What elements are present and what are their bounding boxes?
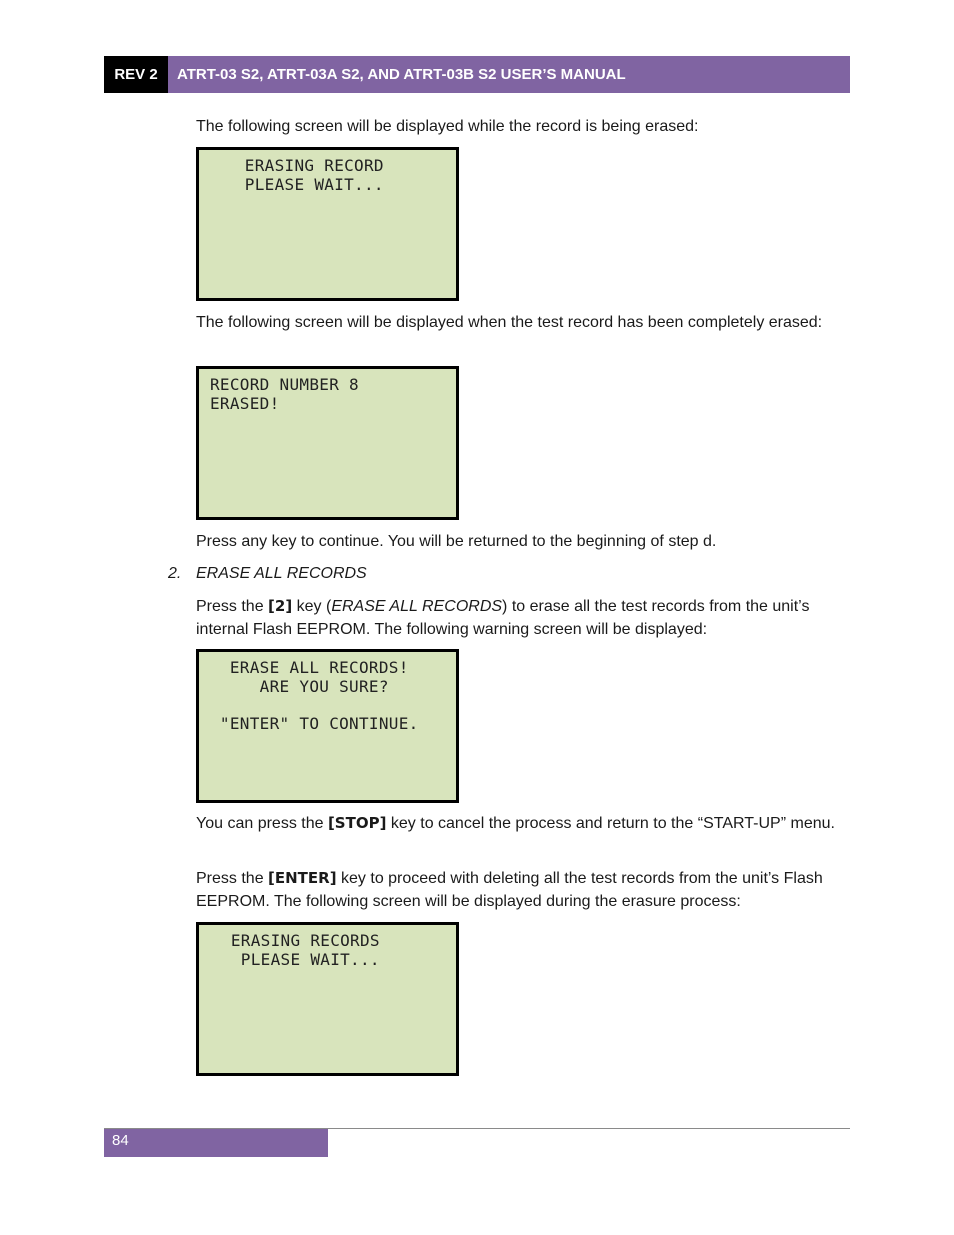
lcd-screen-erasing-record — [196, 147, 459, 301]
lcd-line: ERASED! — [210, 394, 280, 413]
lcd-line: ERASE ALL RECORDS! — [210, 658, 409, 677]
text-run: ) to erase all the test records from the unit’s internal Flash EEPROM. The following warning screen will be displayed: — [196, 598, 810, 638]
text-run: key ( — [292, 598, 332, 615]
paragraph-erasing-intro: The following screen will be displayed while the record is being erased: — [196, 118, 699, 135]
page-number: 84 — [104, 1129, 328, 1157]
step-number: 2. — [168, 565, 182, 582]
lcd-screen-record-erased — [196, 366, 459, 520]
page-header — [104, 56, 850, 93]
text-run-italic: ERASE ALL RECORDS — [331, 598, 503, 615]
revision-label: REV 2 — [104, 56, 168, 93]
text-run: Press the — [196, 870, 269, 887]
lcd-line: PLEASE WAIT... — [211, 950, 380, 969]
key-stop-label: [STOP] — [327, 814, 387, 832]
lcd-line: "ENTER" TO CONTINUE. — [210, 714, 419, 733]
lcd-line: RECORD NUMBER 8 — [210, 375, 359, 394]
lcd-line: ERASING RECORD — [215, 156, 384, 175]
step-label: ERASE ALL RECORDS — [196, 565, 367, 582]
key-2-label: [2] — [268, 597, 293, 615]
text-run: key to proceed with deleting all the test records from the unit’s Flash EEPROM. The following screen will be displayed during the erasure process: — [196, 870, 823, 910]
lcd-screen-erase-all-warning — [196, 649, 459, 803]
paragraph-stop-key — [196, 812, 846, 835]
manual-title: ATRT-03 S2, ATRT-03A S2, AND ATRT-03B S2 USER’S MANUAL — [168, 56, 850, 93]
lcd-screen-erasing-records — [196, 922, 459, 1076]
key-enter-label: [ENTER] — [268, 869, 337, 887]
paragraph-erased-intro: The following screen will be displayed when the test record has been completely erased: — [196, 314, 823, 331]
paragraph-press-any-key: Press any key to continue. You will be returned to the beginning of step d. — [196, 533, 717, 550]
text-run: You can press the — [196, 815, 328, 832]
text-run: key to cancel the process and return to the “START-UP” menu. — [386, 815, 835, 832]
lcd-line: ARE YOU SURE? — [210, 677, 389, 696]
lcd-line: PLEASE WAIT... — [215, 175, 384, 194]
paragraph-press-2-key — [196, 595, 846, 641]
text-run: Press the — [196, 598, 269, 615]
paragraph-enter-key — [196, 867, 846, 913]
lcd-line: ERASING RECORDS — [211, 931, 380, 950]
step-erase-all-records — [168, 562, 848, 585]
